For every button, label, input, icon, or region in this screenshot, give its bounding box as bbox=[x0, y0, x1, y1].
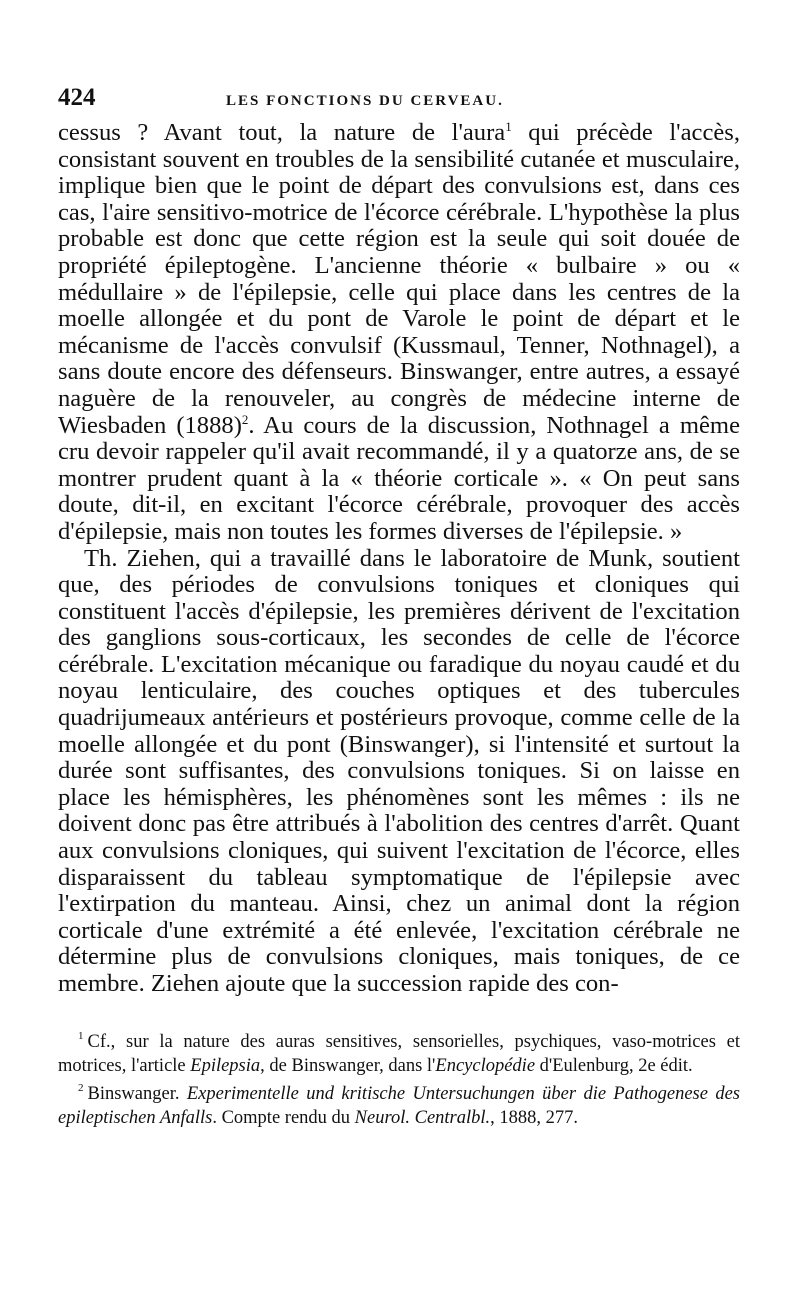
footnote-2-mark: 2 bbox=[78, 1082, 84, 1095]
paragraph-1-part-b: qui précède l'accès, consistant souvent en troubles de la sensibilité cutanée et musculaire, implique bien que le point de départ des convulsions est, dans ces cas, l'aire sensitivo-motrice de l'écorce cérébrale. L'hypothèse la plus probable est donc que cette région est la seule qui soit douée de propriété épileptogène. L'ancienne théorie « bulbaire » ou « médullaire » de l'épilepsie, celle qui place dans les centres de la moelle allongée et du pont de Varole le point de départ et le mécanisme de l'accès convulsif (Kussmaul, Tenner, Nothnagel), a sans doute encore des défenseurs. Binswanger, entre autres, a essayé naguère de la renouveler, au congrès de médecine interne de Wiesbaden (1888) bbox=[58, 119, 740, 439]
paragraph-1 bbox=[58, 120, 740, 546]
footnote-1-italic-a: Epilepsia bbox=[190, 1055, 261, 1076]
footnote-1 bbox=[58, 1030, 740, 1078]
book-page bbox=[58, 84, 740, 1134]
footnote-1-text-b: , de Binswanger, dans l' bbox=[260, 1055, 436, 1076]
paragraph-1-part-c: . Au cours de la discussion, Nothnagel a même cru devoir rappeler qu'il avait recommandé, il y a quatorze ans, de se montrer prudent quant à la « théorie corticale ». « On peut sans doute, dit-il, en excitant l'écorce cérébrale, provoquer des accès d'épilepsie, mais non toutes les formes diverses de l'épilepsie. » bbox=[58, 411, 740, 545]
running-head bbox=[58, 84, 740, 114]
running-title: LES FONCTIONS DU CERVEAU. bbox=[226, 93, 504, 109]
footnote-ref-1: 1 bbox=[505, 118, 512, 134]
page-number: 424 bbox=[58, 84, 96, 111]
footnote-2-text-c: , 1888, 277. bbox=[490, 1107, 579, 1128]
footnote-2-text-a: Binswanger. bbox=[87, 1083, 187, 1104]
footnote-1-text-a: Cf., sur la nature des auras sensitives, sensorielles, psychiques, vaso-motrices et motrices, l'article bbox=[58, 1031, 740, 1076]
paragraph-1-part-a: cessus ? Avant tout, la nature de l'aura bbox=[58, 119, 506, 146]
footnote-1-italic-b: Encyclopédie bbox=[435, 1055, 536, 1076]
footnote-2-text-b: . Compte rendu du bbox=[212, 1107, 355, 1128]
footnote-2 bbox=[58, 1082, 740, 1130]
footnote-2-italic-a: Experimentelle und kritische Untersuchungen über die Pathogenese des epileptischen Anfalls bbox=[58, 1083, 741, 1128]
paragraph-2: Th. Ziehen, qui a travaillé dans le laboratoire de Munk, soutient que, des périodes de convulsions toniques et cloniques qui constituent l'accès d'épilepsie, les premières dérivent de l'excitation des ganglions sous-corticaux, les secondes de celle de l'écorce cérébrale. L'excitation mécanique ou faradique du noyau caudé et du noyau lenticulaire, des couches optiques et des tubercules quadrijumeaux antérieurs et postérieurs provoque, comme celle de la moelle allongée et du pont (Binswanger), si l'intensité et surtout la durée sont suffisantes, des convulsions toniques. Si on laisse en place les hémisphères, les phénomènes sont les mêmes : ils ne doivent donc pas être attribués à l'abolition des centres d'arrêt. Quant aux convulsions cloniques, qui suivent l'excitation de l'écorce, elles disparaissent du tableau symptomatique de l'épilepsie avec l'extirpation du manteau. Ainsi, chez un animal dont la région corticale d'une extrémité a été enlevée, l'excitation cérébrale ne détermine plus de convulsions cloniques, mais toniques, de ce membre. Ziehen ajoute que la succession rapide des con- bbox=[58, 544, 740, 997]
footnotes bbox=[58, 1030, 740, 1130]
footnote-1-mark: 1 bbox=[78, 1030, 84, 1043]
footnote-1-text-c: d'Eulenburg, 2e édit. bbox=[535, 1055, 693, 1076]
footnote-ref-2: 2 bbox=[241, 411, 249, 427]
footnote-2-italic-b: Neurol. Centralbl. bbox=[354, 1107, 491, 1128]
body-text bbox=[58, 120, 740, 998]
